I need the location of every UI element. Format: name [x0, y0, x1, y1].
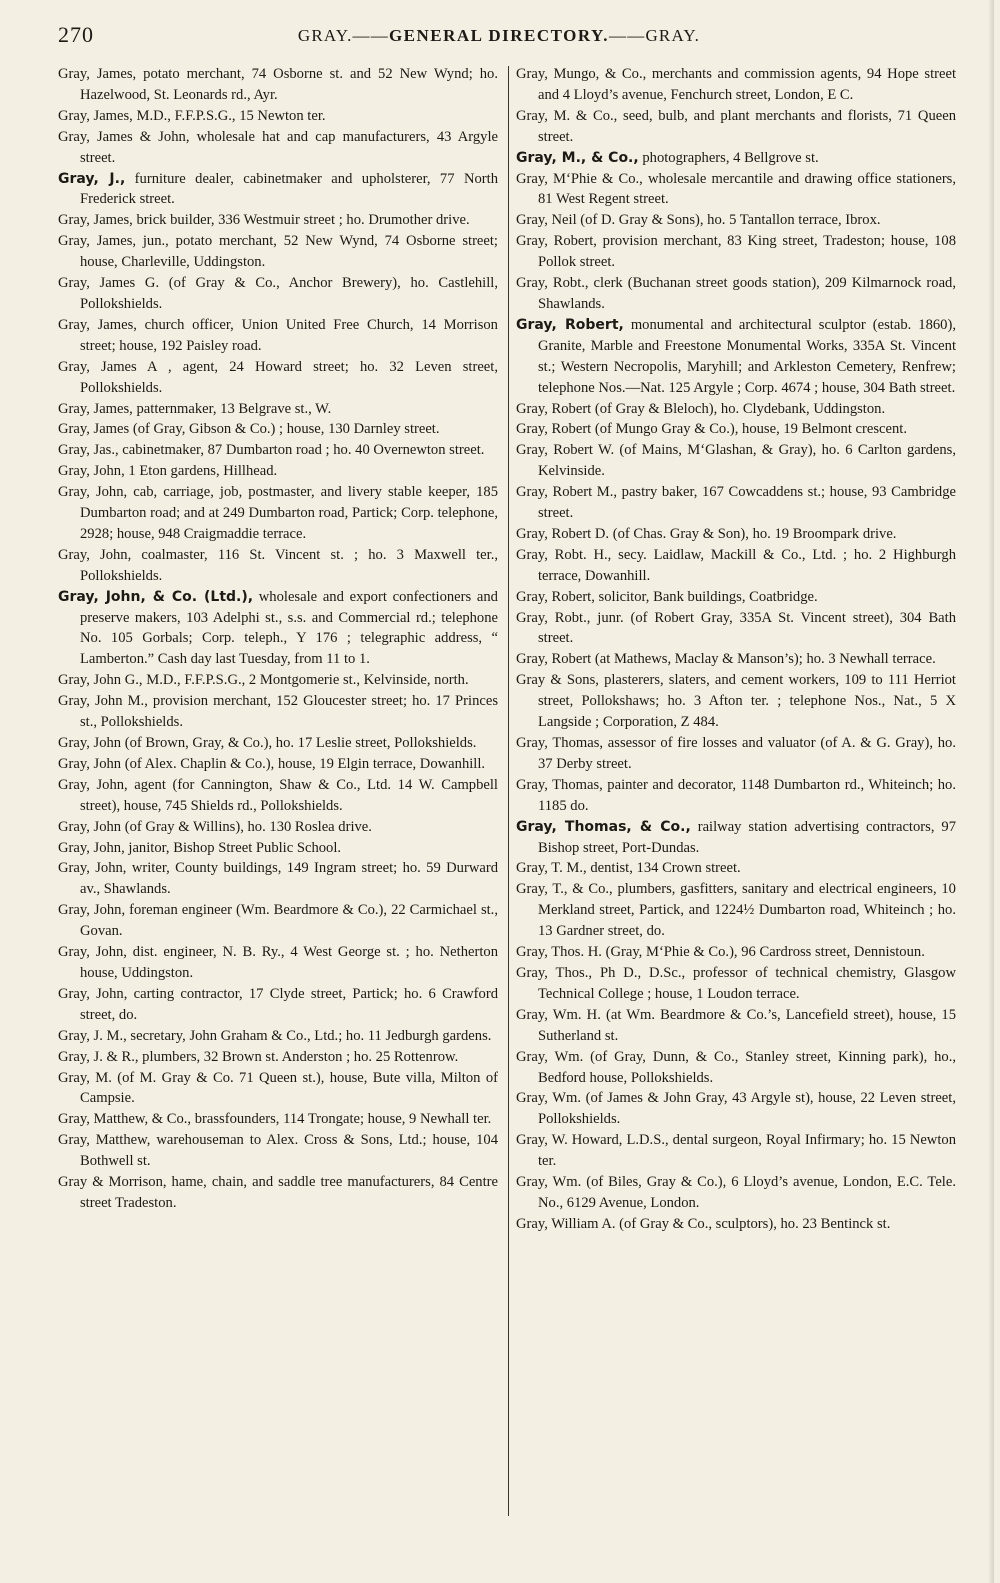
entry-name: Gray, Robert: [516, 421, 592, 438]
directory-entry: [516, 419, 956, 440]
entry-name: Gray, John M.,: [58, 693, 148, 710]
entry-name: Gray, John G.,: [58, 672, 143, 689]
entry-name: Gray, Robert: [516, 400, 592, 417]
directory-entry: [516, 1172, 956, 1214]
entry-name: Gray, John,: [58, 484, 128, 501]
entry-name: Gray, James & John,: [58, 128, 190, 145]
directory-entry: [58, 984, 498, 1026]
entry-name: Gray, Wm.: [516, 1048, 584, 1065]
directory-entry: [516, 169, 956, 211]
entry-name: Gray, John, & Co. (Ltd.),: [58, 588, 254, 605]
directory-entry: [516, 879, 956, 942]
directory-entry: [58, 670, 498, 691]
entry-details: (of Brown, Gray, & Co.), ho. 17 Leslie street, Pollokshields.: [121, 735, 477, 751]
entry-name: Gray, M. & Co.,: [516, 107, 618, 124]
entry-name: Gray, Robert,: [516, 233, 597, 250]
directory-entry: [516, 315, 956, 399]
entry-details: (of Gray & Co., Anchor Brewery), ho. Castlehill, Pollokshields.: [80, 275, 498, 312]
entry-details: foreman engineer (Wm. Beardmore & Co.), 22 Carmichael st., Govan.: [80, 902, 498, 940]
entry-name: Gray, Robert W.: [516, 442, 615, 459]
entry-details: (of Robert Gray, 335A St. Vincent street), 304 Bath street.: [538, 609, 957, 647]
entry-details: warehouseman to Alex. Cross & Sons, Ltd.; house, 104 Bothwell st.: [80, 1132, 498, 1170]
entry-details: M.D., F.F.P.S.G., 15 Newton ter.: [132, 107, 326, 124]
entry-name: Gray, M‘Phie & Co.,: [516, 170, 643, 187]
running-title: [58, 26, 940, 46]
entry-details: seed, bulb, and plant merchants and florists, 71 Queen street.: [538, 107, 957, 145]
entry-name: Gray, Robt. H.,: [516, 546, 612, 563]
entry-details: agent, 24 Howard street; ho. 32 Leven street, Pollokshields.: [80, 358, 498, 396]
entry-details: secretary, John Graham & Co., Ltd.; ho. 11 Jedburgh gardens.: [126, 1027, 492, 1044]
directory-entry: [58, 210, 498, 231]
entry-name: Gray, John,: [58, 546, 132, 563]
entry-details: church officer, Union United Free Church, 14 Morrison street; house, 192 Paisley road.: [80, 316, 498, 354]
entry-details: hame, chain, and saddle tree manufacturers, 84 Centre street Tradeston.: [80, 1174, 498, 1211]
entry-name: Gray, John: [58, 818, 122, 835]
directory-entry: [58, 127, 498, 169]
entry-name: Gray, John,: [58, 944, 127, 961]
entry-name: Gray, John,: [58, 463, 125, 480]
entry-name: Gray, Robert D.: [516, 525, 610, 542]
entry-name: Gray, Thomas,: [516, 776, 603, 793]
directory-entry: [58, 64, 498, 106]
directory-entry: [516, 1214, 956, 1235]
directory-entry: [58, 1047, 498, 1068]
entry-details: wholesale hat and cap manufacturers, 43 Argyle street.: [80, 128, 498, 166]
directory-entry: [516, 64, 956, 106]
entry-details: cabinetmaker, 87 Dumbarton road ; ho. 40 Overnewton street.: [118, 442, 485, 459]
entry-name: Gray, Robt., junr.: [516, 609, 624, 626]
directory-entry: [58, 169, 498, 211]
directory-entry: [516, 587, 956, 608]
entry-name: Gray, James A ,: [58, 358, 172, 375]
entry-name: Gray, Thomas,: [516, 735, 604, 751]
entry-details: (at Wm. Beardmore & Co.’s, Lancefield street), house, 15 Sutherland st.: [538, 1006, 956, 1044]
directory-entry: [58, 1109, 498, 1130]
entry-details: (of Gray & Co., sculptors), ho. 23 Bentinck st.: [615, 1215, 891, 1232]
directory-entry: [58, 733, 498, 754]
entry-name: Gray, James,: [58, 212, 133, 229]
directory-entry: [58, 691, 498, 733]
entry-details: agent (for Cannington, Shaw & Co., Ltd. 14 W. Campbell street), house, 745 Shields rd., Pollokshields.: [80, 776, 498, 814]
entry-name: Gray, T., & Co.,: [516, 881, 613, 898]
directory-entry: [58, 461, 498, 482]
directory-entry: [58, 231, 498, 273]
entry-name: Gray, Wm.: [516, 1174, 582, 1191]
directory-entry: [516, 817, 956, 859]
directory-entry: [58, 1026, 498, 1047]
directory-entry: [516, 440, 956, 482]
directory-entry: [516, 106, 956, 148]
entry-name: Gray, John,: [58, 776, 128, 793]
entry-details: (of D. Gray & Sons), ho. 5 Tantallon terrace, Ibrox.: [576, 212, 881, 229]
directory-entry: [58, 399, 498, 420]
entry-details: carting contractor, 17 Clyde street, Partick; ho. 6 Crawford street, do.: [80, 985, 498, 1023]
page-edge-shadow: [988, 0, 994, 1583]
title-dash-left: ——: [352, 26, 389, 45]
entry-name: Gray, Robert M.,: [516, 484, 618, 501]
entry-details: (of Gray, Gibson & Co.) ; house, 130 Darnley street.: [129, 421, 440, 438]
directory-entry: [58, 440, 498, 461]
page-number: 270: [58, 22, 94, 47]
directory-entry: [58, 1130, 498, 1172]
entry-name: Gray, Mungo, & Co.,: [516, 66, 647, 82]
directory-entry: [516, 545, 956, 587]
directory-entry: [58, 273, 498, 315]
directory-entry: [516, 608, 956, 650]
entry-details: (of Chas. Gray & Son), ho. 19 Broompark drive.: [609, 525, 897, 542]
entry-details: janitor, Bishop Street Public School.: [124, 839, 342, 856]
entry-name: Gray, Robt.,: [516, 275, 589, 292]
entry-name: Gray, John: [58, 735, 122, 751]
entry-details: monumental and architectural sculptor (estab. 1860), Granite, Marble and Freestone Monumental Works, 335A St. Vincent st.; Western Necropolis, Maryhill; and Arkleston Cemetery, Renfrew; telephone Nos.—Nat. 125 Argyle ; Corp. 4674 ; house, 304 Bath street.: [538, 316, 956, 396]
entry-name: Gray, T. M.,: [516, 860, 587, 877]
entry-details: clerk (Buchanan street goods station), 209 Kilmarnock road, Shawlands.: [538, 275, 957, 312]
title-dash-right: ——: [609, 26, 646, 45]
left-column: [58, 64, 498, 1214]
entry-details: plumbers, gasfitters, sanitary and electrical engineers, 10 Merkland street, Partick, and 1224½ Dumbarton road, Whiteinch ; ho. 13 Gardner street, do.: [538, 881, 956, 940]
directory-entry: [58, 858, 498, 900]
entry-name: Gray, Robert,: [516, 588, 595, 605]
entry-name: Gray, James,: [58, 316, 137, 333]
entry-name: Gray, James,: [58, 107, 133, 124]
entry-name: Gray, Matthew,: [58, 1132, 151, 1149]
directory-entry: [516, 1130, 956, 1172]
directory-entry: [516, 1047, 956, 1089]
entry-details: dist. engineer, N. B. Ry., 4 West George st. ; ho. Netherton house, Uddingston.: [80, 944, 498, 981]
directory-entry: [58, 900, 498, 942]
entry-details: solicitor, Bank buildings, Coatbridge.: [594, 588, 818, 605]
entry-details: (of Gray, Dunn, & Co., Stanley street, Kinning park), ho., Bedford house, Pollokshields.: [538, 1048, 956, 1086]
entry-name: Gray, John,: [58, 985, 128, 1002]
entry-name: Gray, Neil: [516, 212, 577, 229]
entry-details: assessor of fire losses and valuator (of A. & G. Gray), ho. 37 Derby street.: [538, 735, 956, 772]
entry-details: (of M. Gray & Co. 71 Queen st.), house, Bute villa, Milton of Campsie.: [80, 1069, 498, 1107]
directory-entry: [516, 858, 956, 879]
directory-entry: [58, 106, 498, 127]
title-left: GRAY.: [297, 26, 353, 45]
entry-name: Gray, J. M.,: [58, 1027, 127, 1044]
entry-details: railway station advertising contractors, 97 Bishop street, Port-Dundas.: [538, 818, 956, 856]
entry-details: secy. Laidlaw, Mackill & Co., Ltd. ; ho. 2 Highburgh terrace, Dowanhill.: [538, 546, 956, 584]
entry-name: Gray, Robert: [516, 651, 592, 668]
entry-details: Ph D., D.Sc., professor of technical chemistry, Glasgow Technical College ; house, 1 Loudon terrace.: [538, 964, 957, 1002]
right-column: [516, 64, 956, 1235]
directory-entry: [516, 399, 956, 420]
column-divider: [508, 66, 509, 1516]
entry-details: photographers, 4 Bellgrove st.: [638, 149, 819, 166]
entry-details: wholesale mercantile and drawing office stationers, 81 West Regent street.: [538, 170, 957, 208]
entry-details: plumbers, 32 Brown st. Anderston ; ho. 25 Rottenrow.: [138, 1048, 459, 1065]
entry-name: Gray & Sons,: [516, 672, 599, 689]
entry-details: potato merchant, 52 New Wynd, 74 Osborne street; house, Charleville, Uddingston.: [80, 233, 498, 271]
directory-entry: [516, 148, 956, 169]
entry-details: writer, County buildings, 149 Ingram street; ho. 59 Durward av., Shawlands.: [80, 860, 499, 898]
entry-name: Gray, James, jun.,: [58, 233, 169, 250]
entry-details: (of Mains, M‘Glashan, & Gray), ho. 6 Carlton gardens, Kelvinside.: [538, 442, 956, 480]
directory-entry: [58, 838, 498, 859]
directory-entry: [516, 231, 956, 273]
entry-details: (at Mathews, Maclay & Manson’s); ho. 3 Newhall terrace.: [591, 651, 936, 668]
entry-details: provision merchant, 83 King street, Tradeston; house, 108 Pollok street.: [538, 233, 957, 271]
entry-name: Gray, James: [58, 421, 130, 438]
entry-details: provision merchant, 152 Gloucester street; ho. 17 Princes st., Pollokshields.: [80, 693, 499, 731]
entry-name: Gray, John: [58, 755, 122, 772]
entry-details: (of Alex. Chaplin & Co.), house, 19 Elgin terrace, Dowanhill.: [121, 755, 486, 772]
directory-entry: [58, 419, 498, 440]
entry-name: Gray, John,: [58, 860, 127, 877]
directory-entry: [516, 649, 956, 670]
title-middle: GENERAL DIRECTORY.: [388, 26, 610, 45]
directory-entry: [516, 670, 956, 733]
entry-details: coalmaster, 116 St. Vincent st. ; ho. 3 Maxwell ter., Pollokshields.: [80, 546, 498, 584]
title-right: GRAY.: [645, 26, 701, 45]
directory-entry: [58, 1172, 498, 1214]
directory-entry: [58, 817, 498, 838]
entry-details: brassfounders, 114 Trongate; house, 9 Newhall ter.: [191, 1111, 492, 1128]
directory-entry: [516, 1005, 956, 1047]
directory-entry: [516, 733, 956, 775]
entry-details: wholesale and export confectioners and preserve makers, 103 Adelphi st., s.s. and Commercial rd.; telephone No. 105 Gorbals; Corp. teleph., Y 176 ; telegraphic address, “ Lamberton.” Cash day last Tuesday, from 11 to 1.: [80, 588, 498, 668]
directory-entry: [516, 963, 956, 1005]
entry-details: (of Gray & Bleloch), ho. Clydebank, Uddingston.: [591, 400, 886, 417]
entry-details: patternmaker, 13 Belgrave st., W.: [132, 400, 332, 417]
entry-name: Gray, M.: [58, 1069, 112, 1086]
directory-entry: [58, 1068, 498, 1110]
entry-name: Gray, John,: [58, 839, 125, 856]
directory-entry: [516, 482, 956, 524]
entry-details: plasterers, slaters, and cement workers, 109 to 111 Herriot street, Pollokshaws; ho. 3 Afton ter. ; telephone Nos., Nat., 5 X Langside ; Corporation, Z 484.: [538, 672, 956, 731]
directory-entry: [516, 942, 956, 963]
entry-name: Gray, William A.: [516, 1215, 616, 1232]
directory-entry: [58, 357, 498, 399]
entry-name: Gray, James G.: [58, 275, 160, 292]
entry-name: Gray, J.,: [58, 170, 126, 187]
entry-details: merchants and commission agents, 94 Hope street and 4 Lloyd’s avenue, Fenchurch street, London, E C.: [538, 66, 957, 103]
entry-name: Gray, James,: [58, 66, 137, 82]
entry-details: brick builder, 336 Westmuir street ; ho. Drumother drive.: [132, 212, 470, 229]
directory-entry: [58, 754, 498, 775]
directory-entry: [58, 482, 498, 545]
entry-details: (of James & John Gray, 43 Argyle st), house, 22 Leven street, Pollokshields.: [538, 1090, 956, 1128]
entry-name: Gray, Thos. H.: [516, 944, 602, 961]
entry-name: Gray, J. & R.,: [58, 1048, 139, 1065]
directory-entry: [58, 315, 498, 357]
entry-details: (of Gray & Willins), ho. 130 Roslea drive.: [121, 818, 372, 835]
directory-entry: [58, 587, 498, 671]
entry-details: L.D.S., dental surgeon, Royal Infirmary; ho. 15 Newton ter.: [538, 1132, 956, 1170]
entry-name: Gray, Matthew, & Co.,: [58, 1111, 192, 1128]
directory-entry: [58, 775, 498, 817]
entry-details: 1 Eton gardens, Hillhead.: [124, 463, 278, 480]
entry-name: Gray, Thos.,: [516, 964, 593, 981]
entry-details: dentist, 134 Crown street.: [586, 860, 741, 877]
directory-entry: [516, 1088, 956, 1130]
entry-name: Gray, John,: [58, 902, 126, 919]
page-header: [58, 22, 940, 54]
directory-entry: [516, 524, 956, 545]
entry-name: Gray & Morrison,: [58, 1174, 167, 1191]
entry-details: M.D., F.F.P.S.G., 2 Montgomerie st., Kelvinside, north.: [142, 672, 469, 689]
entry-details: (of Biles, Gray & Co.), 6 Lloyd’s avenue, London, E.C. Tele. No., 6129 Avenue, London.: [538, 1174, 956, 1211]
entry-name: Gray, M., & Co.,: [516, 149, 639, 166]
entry-name: Gray, Wm.: [516, 1090, 581, 1107]
directory-entry: [58, 942, 498, 984]
entry-name: Gray, Jas.,: [58, 442, 119, 459]
entry-name: Gray, Robert,: [516, 316, 624, 333]
entry-details: cab, carriage, job, postmaster, and livery stable keeper, 185 Dumbarton road; and at 249 Dumbarton road, Partick; Corp. telephone, 2928; house, 948 Craigmaddie terrace.: [80, 484, 498, 542]
entry-name: Gray, Wm. H.: [516, 1006, 601, 1023]
entry-details: (of Mungo Gray & Co.), house, 19 Belmont crescent.: [591, 421, 907, 438]
directory-entry: [516, 775, 956, 817]
entry-name: Gray, Thomas, & Co.,: [516, 818, 691, 835]
directory-entry: [516, 273, 956, 315]
entry-name: Gray, James,: [58, 400, 133, 417]
entry-details: potato merchant, 74 Osborne st. and 52 New Wynd; ho. Hazelwood, St. Leonards rd., Ayr.: [80, 66, 498, 103]
directory-entry: [516, 210, 956, 231]
entry-details: (Gray, M‘Phie & Co.), 96 Cardross street, Dennistoun.: [601, 944, 925, 961]
entry-details: furniture dealer, cabinetmaker and upholsterer, 77 North Frederick street.: [80, 170, 498, 208]
entry-details: painter and decorator, 1148 Dumbarton rd., Whiteinch; ho. 1185 do.: [538, 776, 956, 814]
entry-name: Gray, W. Howard,: [516, 1132, 623, 1149]
directory-entry: [58, 545, 498, 587]
entry-details: pastry baker, 167 Cowcaddens st.; house, 93 Cambridge street.: [538, 484, 956, 522]
